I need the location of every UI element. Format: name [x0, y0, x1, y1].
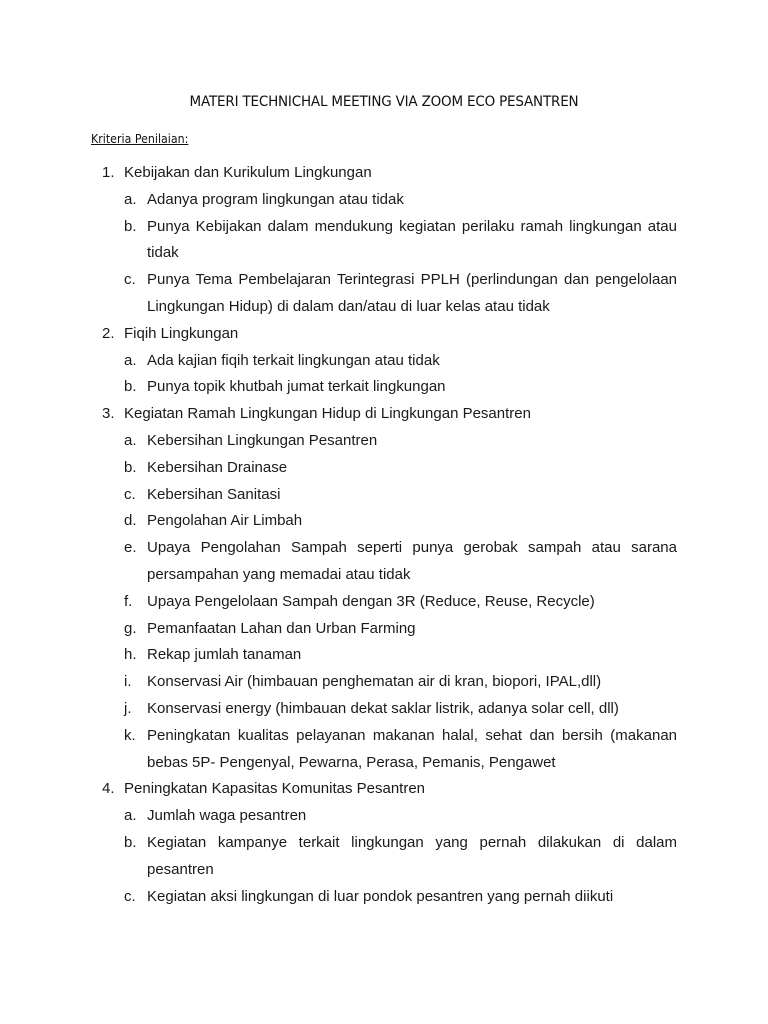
list-item: [0, 723, 677, 777]
criteria-section: [0, 321, 678, 401]
list-item: [0, 348, 677, 375]
list-item: [0, 589, 677, 616]
section-item-list: [124, 428, 678, 776]
item-text: Upaya Pengolahan Sampah seperti punya gerobak sampah atau sarana persampahan yang memadai atau tidak: [147, 539, 677, 583]
section-number: 3.: [102, 405, 115, 423]
list-item: [0, 455, 677, 482]
item-text: Kegiatan aksi lingkungan di luar pondok pesantren yang pernah diikuti: [147, 887, 614, 905]
item-text: Adanya program lingkungan atau tidak: [147, 190, 404, 208]
item-letter: a.: [124, 351, 137, 369]
list-item: [0, 803, 677, 830]
item-text: Kebersihan Drainase: [147, 458, 288, 476]
section-item-list: [124, 803, 678, 910]
section-heading: Kebijakan dan Kurikulum Lingkungan: [124, 164, 372, 181]
item-letter: d.: [124, 512, 137, 530]
item-text: Upaya Pengelolaan Sampah dengan 3R (Reduce, Reuse, Recycle): [147, 592, 595, 610]
list-item: [0, 535, 677, 589]
criteria-list-container: [0, 160, 768, 910]
item-letter: b.: [124, 458, 137, 476]
item-letter: c.: [124, 485, 136, 503]
list-item: [0, 884, 677, 911]
section-item-list: [124, 348, 678, 402]
list-item: [0, 267, 677, 321]
item-text: Konservasi Air (himbauan penghematan air di kran, biopori, IPAL,dll): [147, 673, 602, 691]
item-text: Rekap jumlah tanaman: [147, 646, 302, 664]
item-letter: f.: [124, 592, 133, 610]
item-letter: a.: [124, 431, 137, 449]
item-text: Kebersihan Lingkungan Pesantren: [147, 431, 378, 449]
list-item: [0, 696, 677, 723]
item-letter: g.: [124, 619, 137, 637]
section-heading: Kegiatan Ramah Lingkungan Hidup di Lingkungan Pesantren: [124, 405, 531, 423]
list-item: [0, 374, 677, 401]
item-text: Punya Tema Pembelajaran Terintegrasi PPLH (perlindungan dan pengelolaan Lingkungan Hidup) di dalam dan/atau di luar kelas atau tidak: [147, 271, 677, 315]
section-heading: Peningkatan Kapasitas Komunitas Pesantren: [124, 780, 426, 798]
item-text: Ada kajian fiqih terkait lingkungan atau tidak: [147, 351, 440, 369]
item-text: Pemanfaatan Lahan dan Urban Farming: [147, 619, 416, 637]
list-item: [0, 214, 677, 268]
item-text: Konservasi energy (himbauan dekat saklar listrik, adanya solar cell, dll): [147, 699, 619, 717]
criteria-section: [0, 160, 678, 321]
list-item: [0, 669, 677, 696]
list-item: [0, 508, 677, 535]
list-item: [0, 428, 677, 455]
item-letter: e.: [124, 539, 137, 557]
item-letter: b.: [124, 378, 137, 396]
item-text: Punya Kebijakan dalam mendukung kegiatan perilaku ramah lingkungan atau tidak: [147, 217, 677, 262]
item-text: Punya topik khutbah jumat terkait lingkungan: [147, 378, 446, 396]
item-letter: b.: [124, 833, 137, 851]
list-item: [0, 830, 677, 884]
item-letter: b.: [124, 217, 137, 235]
list-item: [0, 187, 677, 214]
list-item: [0, 616, 677, 643]
item-text: Kegiatan kampanye terkait lingkungan yang pernah dilakukan di dalam pesantren: [147, 833, 677, 878]
section-heading: Fiqih Lingkungan: [124, 324, 239, 342]
item-text: Jumlah waga pesantren: [147, 807, 307, 825]
item-letter: j.: [124, 699, 132, 717]
section-item-list: [124, 187, 678, 321]
item-text: Kebersihan Sanitasi: [147, 485, 281, 503]
criteria-heading: Kriteria Penilaian:: [91, 132, 189, 146]
item-letter: k.: [124, 726, 136, 744]
item-letter: a.: [124, 190, 137, 208]
item-letter: a.: [124, 807, 137, 825]
item-letter: h.: [124, 646, 137, 664]
list-item: [0, 642, 677, 669]
section-number: 1.: [102, 164, 115, 181]
list-item: [0, 482, 677, 509]
item-letter: c.: [124, 271, 136, 289]
criteria-section: [0, 776, 678, 910]
document-title: MATERI TECHNICHAL MEETING VIA ZOOM ECO PESANTREN: [189, 94, 579, 110]
item-text: Pengolahan Air Limbah: [147, 512, 303, 530]
item-text: Peningkatan kualitas pelayanan makanan halal, sehat dan bersih (makanan bebas 5P- Pengenyal, Pewarna, Perasa, Pemanis, Pengawet: [147, 726, 677, 771]
item-letter: i.: [124, 673, 132, 691]
criteria-section: [0, 401, 678, 776]
section-number: 2.: [102, 324, 115, 342]
item-letter: c.: [124, 887, 136, 905]
criteria-list: [0, 160, 768, 910]
section-number: 4.: [102, 780, 115, 798]
